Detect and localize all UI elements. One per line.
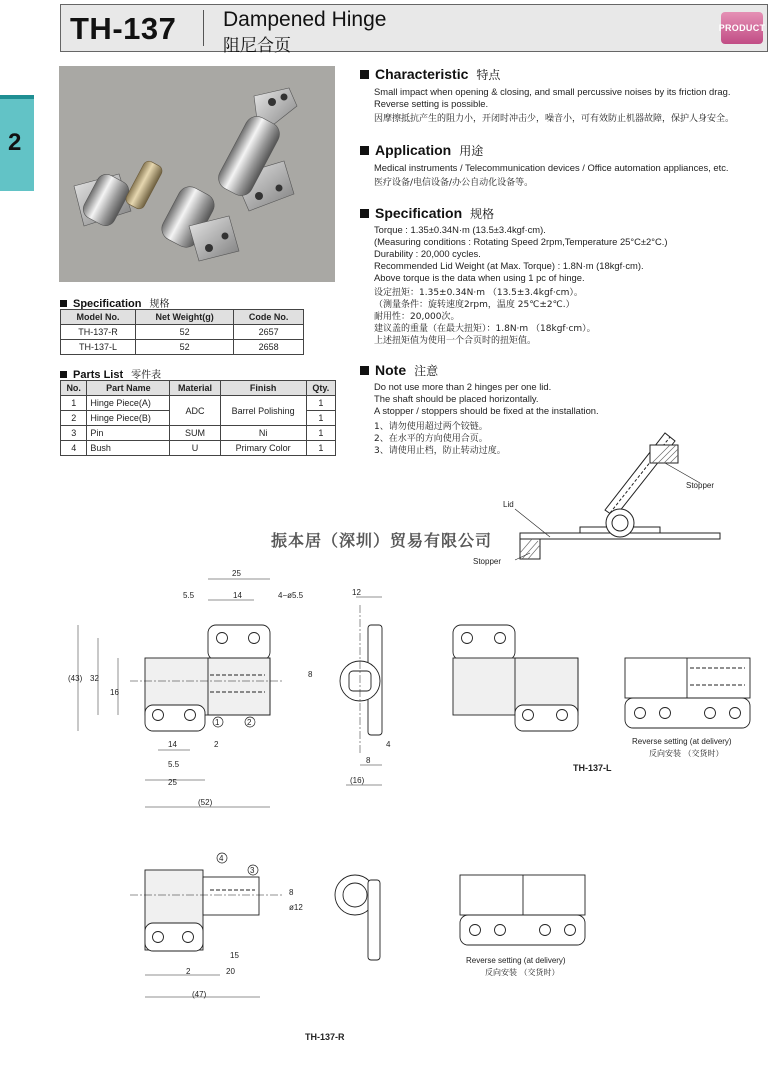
- lid-label: Lid: [503, 500, 514, 509]
- reverse-label-cn-bottom: 反向安装 （交货时）: [485, 968, 560, 977]
- dim-8-pin: 8: [289, 888, 294, 897]
- stopper-label-top: Stopper: [686, 481, 715, 490]
- reverse-label-en-bottom: Reverse setting (at delivery): [466, 956, 566, 965]
- dim-16-side: (16): [350, 776, 365, 785]
- specification-heading: Specification 规格: [360, 205, 494, 222]
- dim-5-5: 5.5: [183, 591, 195, 600]
- dim-14: 14: [233, 591, 242, 600]
- characteristic-heading: Characteristic 特点: [360, 66, 500, 83]
- chapter-tab: [0, 95, 34, 191]
- dim-2: 2: [214, 740, 219, 749]
- dim-32: 32: [90, 674, 99, 683]
- title-chinese: 阻尼合页: [223, 36, 291, 56]
- application-text-cn: 医疗设备/电信设备/办公自动化设备等。: [374, 178, 534, 188]
- note-text: Do not use more than 2 hinges per one lid. The shaft should be placed horizontally. A stopper / stoppers should be fixed at the installation.: [374, 381, 599, 416]
- label-th137l: TH-137-L: [573, 763, 612, 773]
- parts-table: No. Part Name Material Finish Qty. 1 Hinge Piece(A) ADC Barrel Polishing 1 2 Hinge Piece(B) 1 3 Pin SUM Ni 1 4 Bush U Primary Color 1: [60, 380, 336, 456]
- model-number: TH-137: [70, 11, 177, 46]
- hinge-photo-illustration: [59, 66, 335, 282]
- dim-15: 15: [230, 951, 239, 960]
- dim-43: (43): [68, 674, 83, 683]
- callout-1-text: 1: [215, 718, 220, 727]
- dim-16: 16: [110, 688, 119, 697]
- parts-table-heading: Parts List 零件表: [60, 366, 161, 381]
- dim-8-side: 8: [308, 670, 313, 679]
- callout-4-text: 4: [219, 854, 224, 863]
- title-english: Dampened Hinge: [223, 8, 387, 31]
- chapter-number: 2: [8, 129, 22, 156]
- characteristic-text: Small impact when opening & closing, and small percussive noises by its friction drag. Reverse setting is possible.: [374, 86, 731, 109]
- table-row: 4 Bush U Primary Color 1: [61, 441, 336, 456]
- dim-20: 20: [226, 967, 235, 976]
- dim-holes: 4−ø5.5: [278, 591, 304, 600]
- table-row: 1 Hinge Piece(A) ADC Barrel Polishing 1: [61, 396, 336, 411]
- spec-table: Model No. Net Weight(g) Code No. TH-137-R 52 2657 TH-137-L 52 2658: [60, 309, 304, 355]
- label-th137r: TH-137-R: [305, 1032, 345, 1042]
- dim-8-bottom: 8: [366, 756, 371, 765]
- table-row: 2 Hinge Piece(B) 1: [61, 411, 336, 426]
- spec-table-heading: Specification 规格: [60, 295, 169, 310]
- product-badge: PRODUCT: [721, 12, 763, 44]
- application-text: Medical instruments / Telecommunication devices / Office automation appliances, etc.: [374, 162, 729, 173]
- stopper-label-bottom: Stopper: [473, 557, 502, 566]
- dim-5-5-bottom: 5.5: [168, 760, 180, 769]
- callout-3-text: 3: [250, 866, 255, 875]
- table-row: TH-137-L 52 2658: [61, 340, 304, 355]
- reverse-label-en-top: Reverse setting (at delivery): [632, 737, 732, 746]
- table-row: TH-137-R 52 2657: [61, 325, 304, 340]
- dim-47: (47): [192, 990, 207, 999]
- table-row: 3 Pin SUM Ni 1: [61, 426, 336, 441]
- specification-text-cn: 设定扭矩：1.35±0.34N·m （13.5±3.4kgf·cm）。 （测量条件：旋转速度2rpm，温度 25℃±2℃.） 耐用性：20,000次。 建议盖的重量（在最大扭矩）：1.8N·m （18kgf·cm）。 上述扭矩值为使用一个合页时的扭矩值。: [374, 288, 596, 346]
- dim-52: (52): [198, 798, 213, 807]
- company-watermark: 振本居（深圳）贸易有限公司: [271, 531, 493, 550]
- specification-text: Torque : 1.35±0.34N·m (13.5±3.4kgf·cm). (Measuring conditions : Rotating Speed 2rpm,Temperature 25°C±2°C.) Durability : 20,000 cycles. Recommended Lid Weight (at Max. Torque) : 1.8N·m (18kgf·cm). Above torque is the data when using 1 pc of hinge.: [374, 224, 668, 283]
- reverse-label-cn-top: 反向安装 （交货时）: [649, 749, 724, 758]
- dim-2-bottom: 2: [186, 967, 191, 976]
- callout-2-text: 2: [247, 718, 252, 727]
- header-divider: [203, 10, 204, 46]
- product-photo: [59, 66, 335, 282]
- dim-25-top: 25: [232, 569, 241, 578]
- application-heading: Application 用途: [360, 142, 483, 159]
- technical-drawings: [60, 565, 774, 1065]
- characteristic-text-cn: 因摩擦抵抗产生的阻力小，开闭时冲击少，噪音小，可有效防止机器故障，保护人身安全。: [374, 114, 735, 124]
- dim-14-bottom: 14: [168, 740, 177, 749]
- dim-12: 12: [352, 588, 361, 597]
- note-text-cn: 1、请勿使用超过两个铰链。 2、在水平的方向使用合页。 3、请使用止档，防止转动过度。: [374, 422, 506, 456]
- dim-4: 4: [386, 740, 391, 749]
- note-heading: Note 注意: [360, 362, 438, 379]
- dim-dia-12: ø12: [289, 903, 303, 912]
- dim-25-bottom: 25: [168, 778, 177, 787]
